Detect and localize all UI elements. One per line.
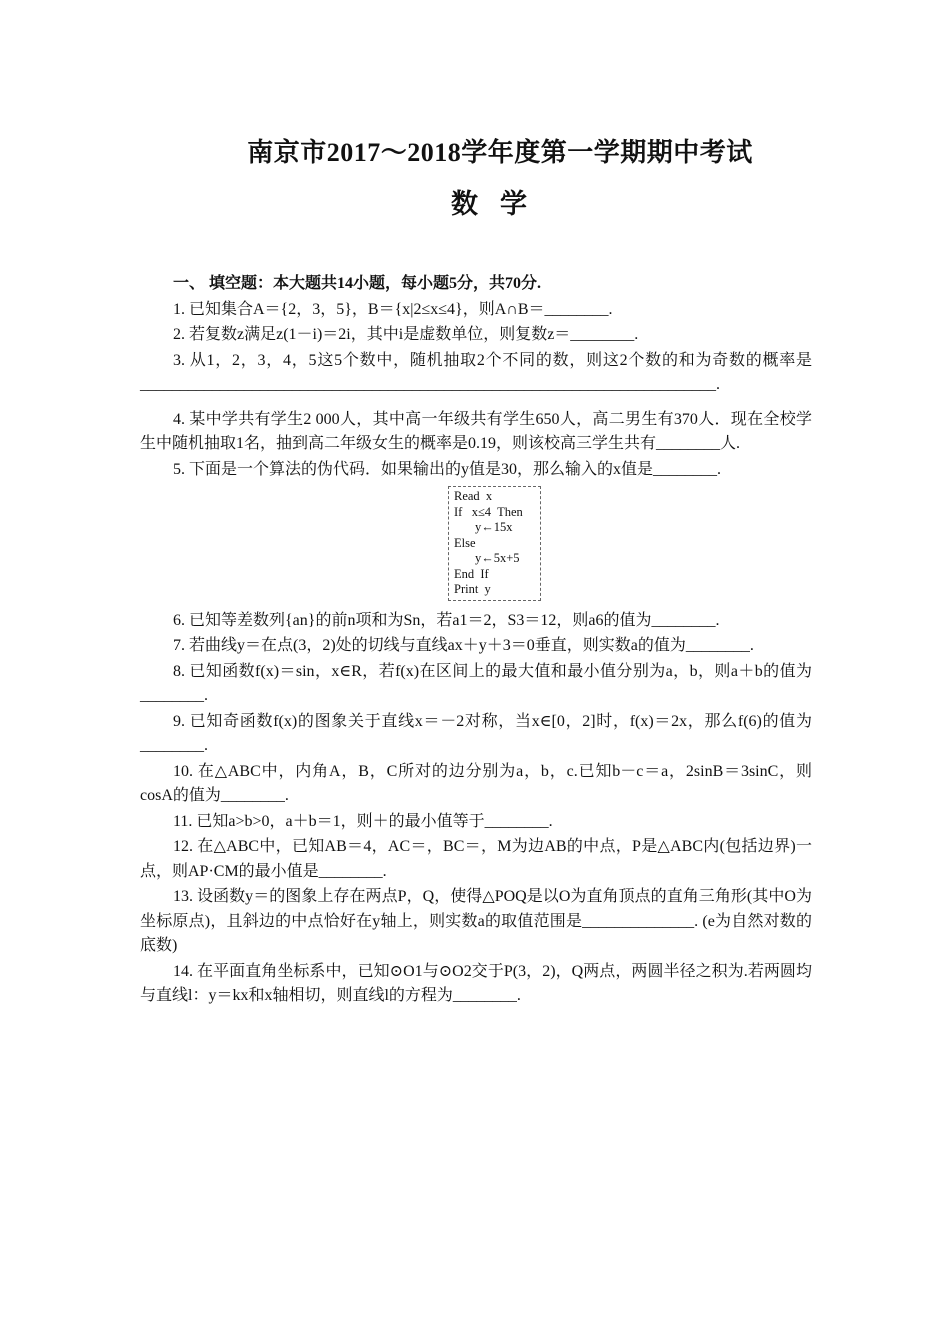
code-line: y←15x bbox=[475, 520, 513, 534]
question-10: 10. 在△ABC中，内角A，B，C所对的边分别为a，b，c.已知b－c＝a，2sinB＝3sinC，则cosA的值为________. bbox=[140, 762, 812, 804]
code-line: Print y bbox=[454, 582, 491, 596]
question-2: 2. 若复数z满足z(1－i)＝2i，其中i是虚数单位，则复数z＝________. bbox=[173, 326, 639, 343]
subject-title: 数学 bbox=[451, 189, 549, 219]
question-list bbox=[140, 272, 812, 1010]
question-5: 5. 下面是一个算法的伪代码．如果输出的y值是30，那么输入的x值是________. bbox=[173, 460, 722, 478]
question-11: 11. 已知a>b>0，a＋b＝1，则＋的最小值等于________. bbox=[173, 812, 553, 830]
section-heading: 一、 填空题：本大题共14小题，每小题5分，共70分. bbox=[173, 275, 542, 292]
code-line: Read x bbox=[454, 489, 493, 503]
question-6: 6. 已知等差数列{an}的前n项和为Sn，若a1＝2，S3＝12，则a6的值为________. bbox=[173, 611, 720, 629]
question-9: 9. 已知奇函数f(x)的图象关于直线x＝－2对称，当x∈[0，2]时，f(x)＝2x，那么f(6)的值为________. bbox=[140, 712, 812, 754]
code-line: y←5x+5 bbox=[475, 551, 520, 565]
question-3: 3. 从1，2，3，4，5这5个数中，随机抽取2个不同的数，则这2个数的和为奇数的概率是________________________________________________________________________. bbox=[140, 351, 812, 393]
exam-title: 南京市2017～2018学年度第一学期期中考试 bbox=[247, 138, 753, 167]
pseudocode-box bbox=[448, 486, 541, 601]
code-line: If x≤4 Then bbox=[454, 504, 523, 519]
question-13: 13. 设函数y＝的图象上存在两点P，Q，使得△POQ是以O为直角顶点的直角三角形(其中O为坐标原点)，且斜边的中点恰好在y轴上，则实数a的取值范围是______________. (e为自然对数的底数) bbox=[140, 888, 812, 954]
question-8: 8. 已知函数f(x)＝sin，x∈R，若f(x)在区间上的最大值和最小值分别为a，b，则a＋b的值为________. bbox=[140, 662, 812, 704]
question-12: 12. 在△ABC中，已知AB＝4，AC＝，BC＝，M为边AB的中点，P是△ABC内(包括边界)一点，则AP·CM的最小值是________. bbox=[140, 838, 812, 880]
code-line: Else bbox=[454, 535, 476, 550]
question-7: 7. 若曲线y＝在点(3，2)处的切线与直线ax＋y＋3＝0垂直，则实数a的值为________. bbox=[173, 637, 754, 654]
question-1: 1. 已知集合A＝{2，3，5}，B＝{x|2≤x≤4}，则A∩B＝________. bbox=[173, 300, 613, 318]
question-14: 14. 在平面直角坐标系中，已知⊙O1与⊙O2交于P(3，2)，Q两点，两圆半径之积为.若两圆均与直线l：y＝kx和x轴相切，则直线l的方程为________. bbox=[140, 962, 812, 1004]
question-4: 4. 某中学共有学生2 000人，其中高一年级共有学生650人，高二男生有370人．现在全校学生中随机抽取1名，抽到高二年级女生的概率是0.19，则该校高三学生共有________人. bbox=[140, 410, 812, 452]
code-line: End If bbox=[454, 566, 489, 581]
